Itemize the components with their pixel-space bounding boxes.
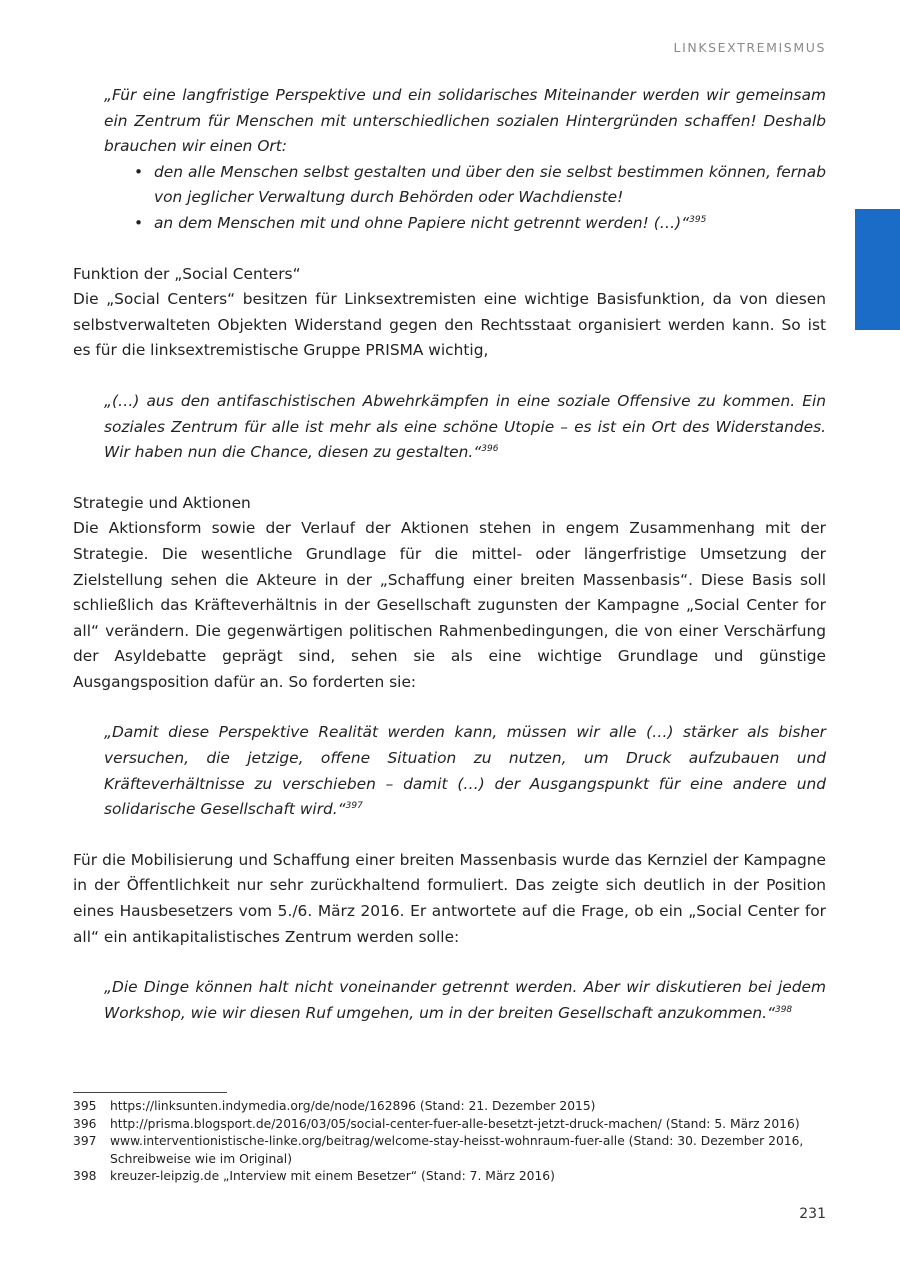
- footnotes-list: [73, 1098, 826, 1186]
- footnote-text: https://linksunten.indymedia.org/de/node/162896 (Stand: 21. Dezember 2015): [110, 1099, 596, 1113]
- quote-1-bullet-item: [104, 211, 826, 237]
- quote-1-bullet-text: den alle Menschen selbst gestalten und über den sie selbst bestimmen können, fernab von jeglicher Verwaltung durch Behörden oder Wachdienste!: [154, 162, 826, 207]
- section-2-paragraph: Die Aktionsform sowie der Verlauf der Aktionen stehen in engem Zusammenhang mit der Strategie. Die wesentliche Grundlage für die mittel- oder längerfristige Umsetzung der Zielstellung sehen die Akteure in der „Schaffung einer breiten Massenbasis“. Diese Basis soll schließlich das Kräfteverhältnis in der Gesellschaft zugunsten der Kampagne „Social Center for all“ verändern. Die gegenwärtigen politischen Rahmenbedingungen, die von einer Verschärfung der Asyldebatte geprägt sind, sehen sie als eine wichtige Grundlage und günstige Ausgangsposition dafür an. So forderten sie:: [73, 519, 826, 691]
- bullet-icon: •: [134, 213, 144, 232]
- footnote-item: [73, 1133, 826, 1168]
- footnote-number: 396: [73, 1116, 97, 1131]
- quote-1-bullet-text: an dem Menschen mit und ohne Papiere nicht getrennt werden! (…)“: [154, 213, 690, 232]
- quote-1-bullet-item: [104, 160, 826, 211]
- footnote-item: [73, 1168, 826, 1186]
- page-number: 231: [799, 1206, 826, 1222]
- quote-3-text: „Damit diese Perspektive Realität werden kann, müssen wir alle (…) stärker als bisher versuchen, die jetzige, offene Situation zu nutzen, um Druck aufzubauen und Kräfteverhältnisse zu verschieben – damit (…) der Ausgangspunkt für eine andere und solidarische Gesellschaft wird.“: [104, 723, 826, 819]
- section-heading-strategy: Strategie und Aktionen: [73, 493, 251, 512]
- footnote-item: [73, 1098, 826, 1116]
- quote-block-2: [104, 389, 826, 466]
- section-1-paragraph: Die „Social Centers“ besitzen für Linksextremisten eine wichtige Basisfunktion, da von diesen selbstverwalteten Objekten Widerstand gegen den Rechtsstaat organisiert werden kann. So ist es für die linksextremistische Gruppe PRISMA wichtig,: [73, 290, 826, 360]
- footnote-ref-398[interactable]: 398: [774, 1004, 793, 1015]
- footnote-item: [73, 1116, 826, 1134]
- paragraph-3: Für die Mobilisierung und Schaffung einer breiten Massenbasis wurde das Kernziel der Kampagne in der Öffentlichkeit nur sehr zurückhaltend formuliert. Das zeigte sich deutlich in der Position eines Hausbesetzers vom 5./6. März 2016. Er antwortete auf die Frage, ob ein „Social Center for all“ ein antikapitalistisches Zentrum werden solle:: [73, 850, 826, 946]
- footnote-number: 395: [73, 1099, 97, 1113]
- footnote-text: www.interventionistische-linke.org/beitrag/welcome-stay-heisst-wohnraum-fuer-alle (Stand: 30. Dezember 2016, Schreibweise wie im Original): [110, 1134, 804, 1166]
- quote-block-3: [104, 720, 826, 822]
- quote-2-text: „(…) aus den antifaschistischen Abwehrkämpfen in eine soziale Offensive zu kommen. Ein soziales Zentrum für alle ist mehr als eine schöne Utopie – es ist ein Ort des Widerstandes. Wir haben nun die Chance, diesen zu gestalten.“: [104, 391, 826, 462]
- footnote-divider: [73, 1092, 227, 1093]
- quote-1-intro: „Für eine langfristige Perspektive und ein solidarisches Miteinander werden wir gemeinsam ein Zentrum für Menschen mit unterschiedlichen sozialen Hintergründen schaffen! Deshalb brauchen wir einen Ort:: [104, 86, 826, 156]
- quote-block-1: [104, 83, 826, 237]
- footnote-ref-396[interactable]: 396: [481, 444, 499, 454]
- running-header: LINKSEXTREMISMUS: [673, 40, 826, 55]
- chapter-tab-marker: [855, 209, 900, 330]
- quote-1-bullet-list: [104, 160, 826, 237]
- footnote-text: http://prisma.blogsport.de/2016/03/05/social-center-fuer-alle-besetzt-jetzt-druck-machen/ (Stand: 5. März 2016): [110, 1116, 800, 1131]
- footnote-text: kreuzer-leipzig.de „Interview mit einem Besetzer“ (Stand: 7. März 2016): [110, 1169, 555, 1184]
- bullet-icon: •: [134, 162, 144, 181]
- footnote-number: 397: [73, 1134, 97, 1149]
- quote-4-text: „Die Dinge können halt nicht voneinander getrennt werden. Aber wir diskutieren bei jedem Workshop, wie wir diesen Ruf umgehen, um in der breiten Gesellschaft anzukommen.“: [104, 978, 826, 1022]
- footnote-ref-397[interactable]: 397: [345, 801, 363, 812]
- footnote-ref-395[interactable]: 395: [689, 214, 707, 225]
- quote-block-4: [104, 975, 826, 1026]
- section-heading-function: Funktion der „Social Centers“: [73, 264, 301, 283]
- main-content: [73, 83, 826, 1026]
- footnote-number: 398: [73, 1169, 97, 1184]
